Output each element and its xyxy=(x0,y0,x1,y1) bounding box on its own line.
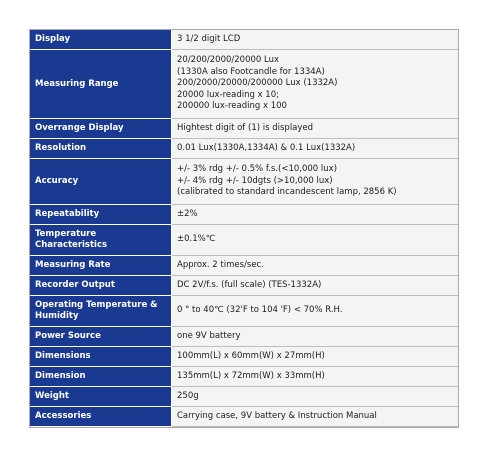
spec-row-accessories xyxy=(30,407,458,427)
spec-row-accuracy xyxy=(30,159,458,205)
spec-value-line: ±2% xyxy=(177,208,198,219)
spec-value-line: 200000 lux-reading x 100 xyxy=(177,101,287,112)
spec-value xyxy=(172,296,458,327)
spec-label: Dimensions xyxy=(30,347,172,367)
spec-value xyxy=(172,205,458,225)
spec-label: Accessories xyxy=(30,407,172,427)
spec-value xyxy=(172,367,458,387)
spec-value xyxy=(172,276,458,296)
spec-value-line: 3 1/2 digit LCD xyxy=(177,33,241,44)
spec-row-weight xyxy=(30,387,458,407)
spec-value xyxy=(172,327,458,347)
spec-label: Weight xyxy=(30,387,172,407)
spec-value xyxy=(172,256,458,276)
spec-row-overrange-display xyxy=(30,119,458,139)
specifications-table xyxy=(29,29,459,428)
spec-label: Repeatability xyxy=(30,205,172,225)
spec-value xyxy=(172,347,458,367)
spec-value-line: 135mm(L) x 72mm(W) x 33mm(H) xyxy=(177,370,325,381)
spec-row-measuring-range xyxy=(30,50,458,119)
spec-value-line: 200/2000/20000/200000 Lux (1332A) xyxy=(177,78,338,89)
spec-row-measuring-rate xyxy=(30,256,458,276)
spec-row-operating-temperature-humidity xyxy=(30,296,458,327)
spec-value-line: 250g xyxy=(177,390,199,401)
spec-value xyxy=(172,50,458,119)
spec-value-line: 20/200/2000/20000 Lux xyxy=(177,55,280,66)
spec-row-dimensions xyxy=(30,347,458,367)
spec-label: Measuring Range xyxy=(30,50,172,119)
spec-label: Temperature Characteristics xyxy=(30,225,172,256)
spec-row-dimension xyxy=(30,367,458,387)
spec-value xyxy=(172,159,458,205)
spec-label: Dimension xyxy=(30,367,172,387)
specifications-body xyxy=(30,30,458,427)
spec-value-line: (1330A also Footcandle for 1334A) xyxy=(177,66,325,77)
spec-value-line: ±0.1%℃ xyxy=(177,234,216,245)
spec-value-line: Hightest digit of (1) is displayed xyxy=(177,122,314,133)
spec-value-line: DC 2V/f.s. (full scale) (TES-1332A) xyxy=(177,279,322,290)
spec-value xyxy=(172,30,458,50)
spec-value-line: +/- 3% rdg +/- 0.5% f.s.(<10,000 lux) xyxy=(177,164,338,175)
spec-value-line: 100mm(L) x 60mm(W) x 27mm(H) xyxy=(177,350,325,361)
spec-label: Measuring Rate xyxy=(30,256,172,276)
spec-value xyxy=(172,407,458,427)
spec-row-repeatability xyxy=(30,205,458,225)
spec-value-line: Approx. 2 times/sec. xyxy=(177,259,264,270)
spec-row-power-source xyxy=(30,327,458,347)
spec-value-line: 0.01 Lux(1330A,1334A) & 0.1 Lux(1332A) xyxy=(177,142,356,153)
spec-label: Display xyxy=(30,30,172,50)
spec-value-line: 20000 lux-reading x 10; xyxy=(177,89,279,100)
spec-row-temperature-characteristics xyxy=(30,225,458,256)
spec-label: Recorder Output xyxy=(30,276,172,296)
spec-value-line: 0 ° to 40℃ (32'F to 104 'F) < 70% R.H. xyxy=(177,305,343,316)
spec-value xyxy=(172,139,458,159)
spec-value-line: +/- 4% rdg +/- 10dgts (>10,000 lux) xyxy=(177,175,333,186)
spec-label: Accuracy xyxy=(30,159,172,205)
spec-label: Power Source xyxy=(30,327,172,347)
spec-value-line: Carrying case, 9V battery & Instruction Manual xyxy=(177,410,377,421)
spec-value-line: one 9V battery xyxy=(177,330,241,341)
spec-row-display xyxy=(30,30,458,50)
spec-row-recorder-output xyxy=(30,276,458,296)
spec-value-line: (calibrated to standard incandescent lamp, 2856 K) xyxy=(177,187,397,198)
spec-value xyxy=(172,387,458,407)
spec-label: Resolution xyxy=(30,139,172,159)
spec-label: Operating Temperature & Humidity xyxy=(30,296,172,327)
spec-value xyxy=(172,119,458,139)
spec-row-resolution xyxy=(30,139,458,159)
spec-value xyxy=(172,225,458,256)
spec-label: Overrange Display xyxy=(30,119,172,139)
